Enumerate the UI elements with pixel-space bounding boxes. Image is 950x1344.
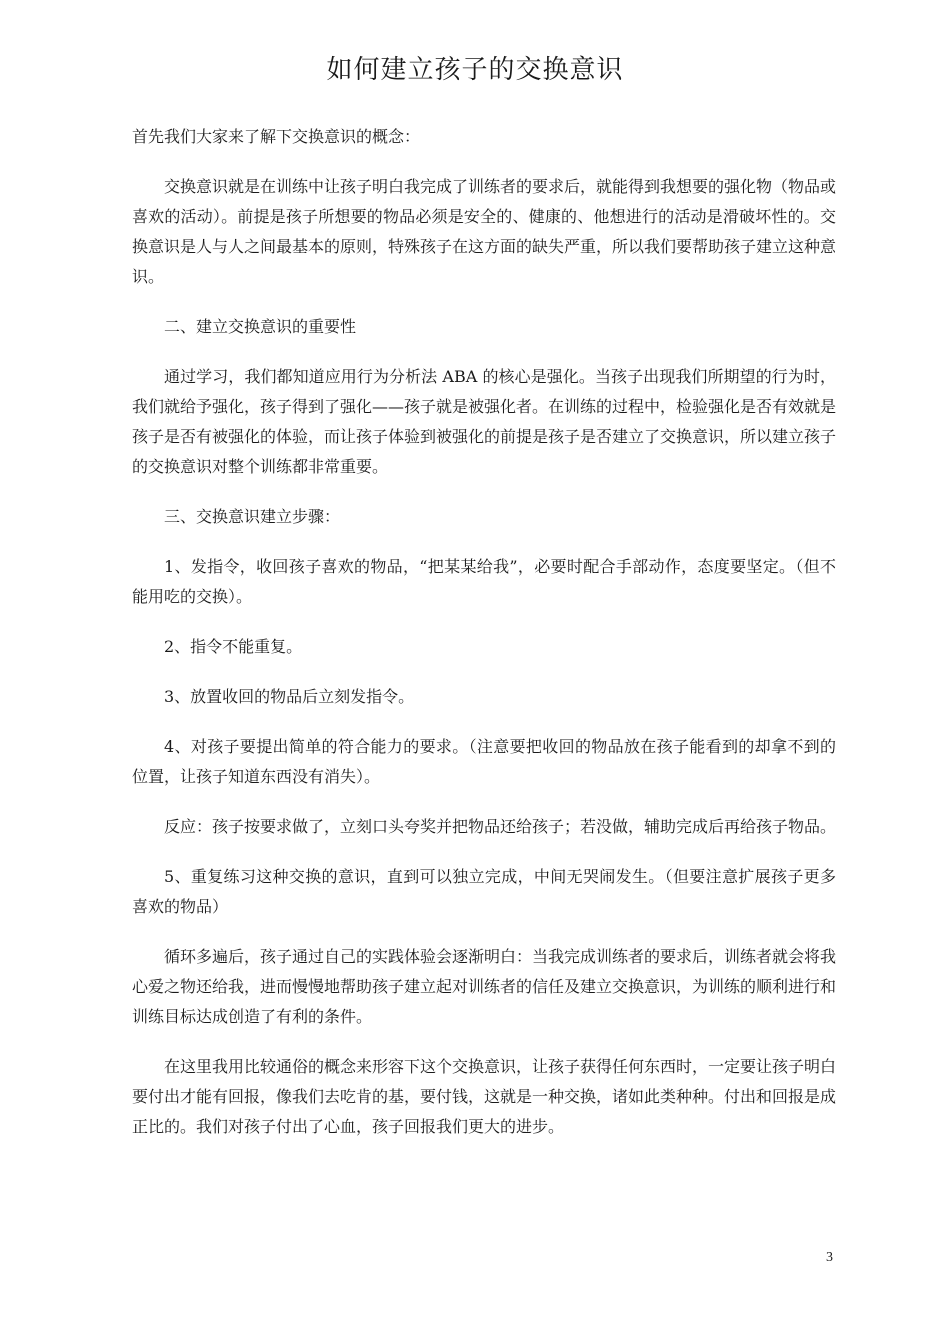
conclusion-paragraph-1: 循环多遍后，孩子通过自己的实践体验会逐渐明白：当我完成训练者的要求后，训练者就会将我心爱之物还给我，进而慢慢地帮助孩子建立起对训练者的信任及建立交换意识，为训练的顺利进行和训练目标达成创造了有利的条件。: [132, 947, 837, 1026]
step-5: 5、重复练习这种交换的意识，直到可以独立完成，中间无哭闹发生。（但要注意扩展孩子更多喜欢的物品）: [132, 867, 836, 916]
step-4: 4、对孩子要提出简单的符合能力的要求。（注意要把收回的物品放在孩子能看到的却拿不到的位置，让孩子知道东西没有消失）。: [132, 737, 836, 786]
document-body: [132, 122, 836, 1162]
conclusion-paragraph-2: 在这里我用比较通俗的概念来形容下这个交换意识，让孩子获得任何东西时，一定要让孩子明白要付出才能有回报，像我们去吃肯的基，要付钱，这就是一种交换，诸如此类种种。付出和回报是成正比的。我们对孩子付出了心血，孩子回报我们更大的进步。: [132, 1057, 837, 1136]
page-title: 如何建立孩子的交换意识: [326, 55, 624, 85]
page-number: 3: [826, 1250, 833, 1265]
importance-paragraph: 通过学习，我们都知道应用行为分析法 ABA 的核心是强化。当孩子出现我们所期望的行为时，我们就给予强化，孩子得到了强化——孩子就是被强化者。在训练的过程中，检验强化是否有效就是孩子是否有被强化的体验，而让孩子体验到被强化的前提是孩子是否建立了交换意识，所以建立孩子的交换意识对整个训练都非常重要。: [132, 367, 837, 476]
section-heading-steps: 三、交换意识建立步骤：: [164, 507, 341, 526]
step-2: 2、指令不能重复。: [164, 637, 303, 656]
step-3: 3、放置收回的物品后立刻发指令。: [164, 687, 415, 706]
section-heading-importance: 二、建立交换意识的重要性: [164, 317, 357, 336]
definition-paragraph: 交换意识就是在训练中让孩子明白我完成了训练者的要求后，就能得到我想要的强化物（物品或喜欢的活动）。前提是孩子所想要的物品必须是安全的、健康的、他想进行的活动是滑破坏性的。交换意识是人与人之间最基本的原则，特殊孩子在这方面的缺失严重，所以我们要帮助孩子建立这种意识。: [132, 177, 837, 286]
step-response: 反应：孩子按要求做了，立刻口头夸奖并把物品还给孩子；若没做，辅助完成后再给孩子物品。: [164, 817, 837, 836]
step-1: 1、发指令，收回孩子喜欢的物品，“把某某给我”，必要时配合手部动作，态度要坚定。（但不能用吃的交换）。: [132, 557, 836, 606]
intro-paragraph: 首先我们大家来了解下交换意识的概念：: [132, 127, 421, 146]
